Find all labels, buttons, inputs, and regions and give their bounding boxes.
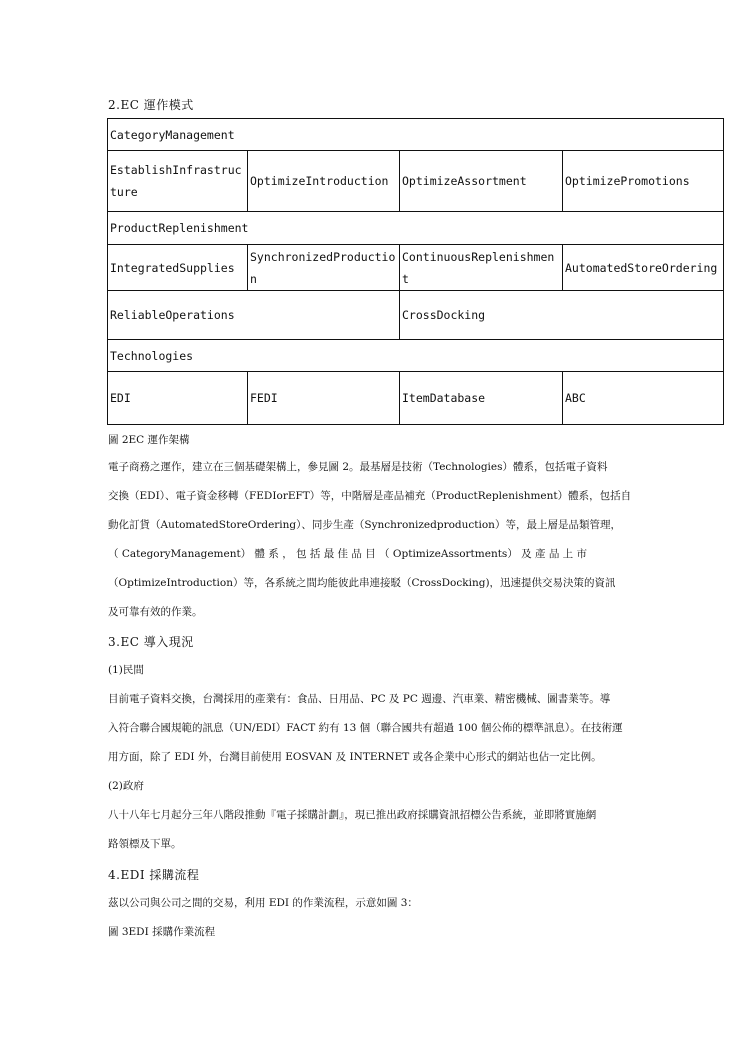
optimize-assortment-cell: OptimizeAssortment bbox=[400, 151, 563, 212]
paragraph-line: 目前電子資料交換，台灣採用的產業有：食品、日用品、PC 及 PC 週邊、汽車業、精密機械、圖書業等。導 bbox=[108, 693, 611, 705]
automated-store-ordering-cell: AutomatedStoreOrdering bbox=[563, 245, 724, 291]
table-row bbox=[108, 372, 724, 425]
paragraph-line: 動化訂貨（AutomatedStoreOrdering）、同步生產（Synchronizedproduction）等，最上層是品類管理， bbox=[108, 519, 621, 531]
table-row bbox=[108, 245, 724, 291]
table-row bbox=[108, 151, 724, 212]
figure-3-caption: 圖 3EDI 採購作業流程 bbox=[108, 926, 216, 938]
paragraph-line: 及可靠有效的作業。 bbox=[108, 606, 203, 618]
ec-operation-table bbox=[107, 118, 724, 425]
paragraph-line: 八十八年七月起分三年八階段推動『電子採購計劃』，現已推出政府採購資訊招標公告系統，並即將實施網 bbox=[108, 809, 597, 821]
section-4-title: 4.EDI 採購流程 bbox=[108, 868, 200, 882]
section-title: 2.EC 運作模式 bbox=[108, 98, 194, 112]
figure-2-caption: 圖 2EC 運作架構 bbox=[108, 434, 190, 446]
reliable-operations-cell: ReliableOperations bbox=[108, 291, 400, 340]
continuous-replenishment-cell: ContinuousReplenishment bbox=[400, 245, 563, 291]
paragraph-line: 用方面，除了 EDI 外，台灣目前使用 EOSVAN 及 INTERNET 或各企業中心形式的網站也佔一定比例。 bbox=[108, 751, 602, 763]
paragraph-line: 茲以公司與公司之間的交易，利用 EDI 的作業流程，示意如圖 3： bbox=[108, 897, 418, 909]
integrated-supplies-cell: IntegratedSupplies bbox=[108, 245, 248, 291]
optimize-introduction-cell: OptimizeIntroduction bbox=[248, 151, 400, 212]
edi-cell: EDI bbox=[108, 372, 248, 425]
paragraph-line: 交換（EDI）、電子資金移轉（FEDIorEFT）等，中階層是產品補充（ProductReplenishment）體系，包括自 bbox=[108, 490, 632, 502]
section-3-title: 3.EC 導入現況 bbox=[108, 635, 194, 649]
table-row bbox=[108, 291, 724, 340]
fedi-cell: FEDI bbox=[248, 372, 400, 425]
paragraph-line: （OptimizeIntroduction）等，各系統之間均能彼此串連接駁（CrossDocking)，迅速提供交易決策的資訊 bbox=[108, 577, 616, 589]
paragraph-line: 路領標及下單。 bbox=[108, 838, 182, 850]
table-row bbox=[108, 119, 724, 151]
category-management-cell: CategoryManagement bbox=[108, 119, 724, 151]
subsection-private: (1)民間 bbox=[108, 664, 144, 676]
table-row bbox=[108, 340, 724, 372]
technologies-cell: Technologies bbox=[108, 340, 724, 372]
product-replenishment-cell: ProductReplenishment bbox=[108, 212, 724, 245]
synchronized-production-cell: SynchronizedProduction bbox=[248, 245, 400, 291]
optimize-promotions-cell: OptimizePromotions bbox=[563, 151, 724, 212]
table-row bbox=[108, 212, 724, 245]
subsection-government: (2)政府 bbox=[108, 780, 144, 792]
item-database-cell: ItemDatabase bbox=[400, 372, 563, 425]
abc-cell: ABC bbox=[563, 372, 724, 425]
paragraph-line: 電子商務之運作，建立在三個基礎架構上，參見圖 2。最基層是技術（Technologies）體系，包括電子資料 bbox=[108, 461, 608, 473]
paragraph-line: 入符合聯合國規範的訊息（UN/EDI）FACT 約有 13 個（聯合國共有超過 100 個公佈的標準訊息）。在技術運 bbox=[108, 722, 623, 734]
paragraph-line: （ CategoryManagement） 體 系 ， 包 括 最 佳 品 目 （ OptimizeAssortments） 及 產 品 上 市 bbox=[108, 548, 588, 560]
establish-infrastructure-cell: EstablishInfrastructure bbox=[108, 151, 248, 212]
cross-docking-cell: CrossDocking bbox=[400, 291, 724, 340]
